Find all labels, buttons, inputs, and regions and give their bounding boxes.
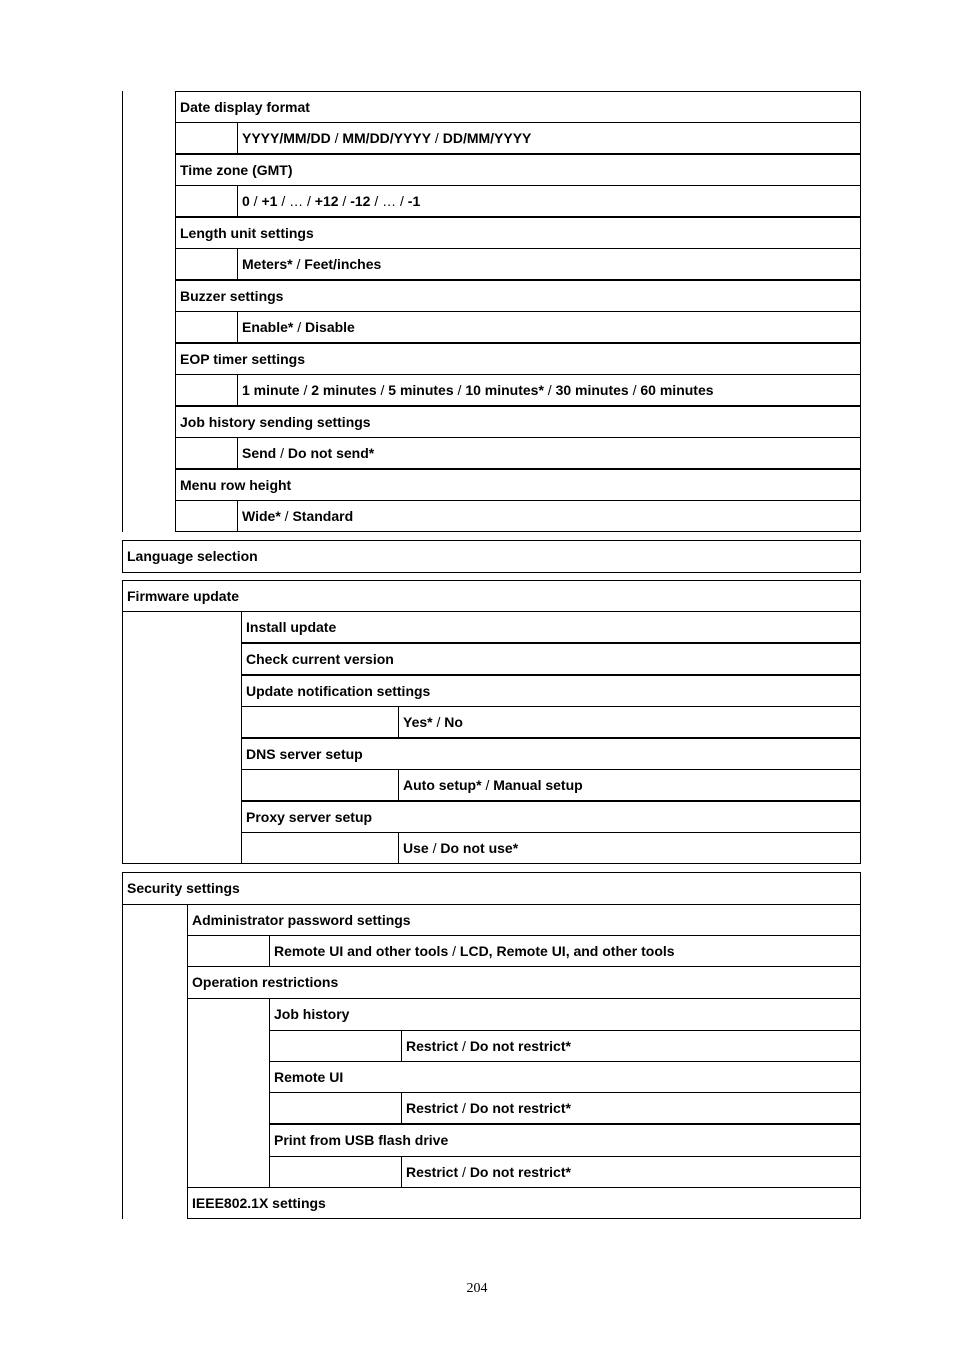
- menu-item-job-history: Job history: [269, 998, 861, 1031]
- option-value: 60 minutes: [640, 382, 714, 398]
- option-value: +12: [314, 193, 339, 209]
- menu-item-admin-password: Administrator password settings: [187, 904, 861, 936]
- option-value: 0: [242, 193, 250, 209]
- option-separator: /: [458, 1164, 470, 1180]
- option-separator: /: [338, 193, 351, 209]
- option-separator: /: [453, 382, 466, 398]
- option-separator: /: [543, 382, 556, 398]
- options-length-unit: [237, 248, 861, 280]
- menu-item-ieee8021x: IEEE802.1X settings: [187, 1187, 861, 1219]
- option-value: DD/MM/YYYY: [442, 130, 532, 146]
- option-value: Restrict: [406, 1164, 459, 1180]
- option-value: 1 minute: [242, 382, 300, 398]
- option-value: MM/DD/YYYY: [342, 130, 432, 146]
- options-admin-password: [269, 935, 861, 967]
- options-print-from-usb: [401, 1156, 861, 1188]
- menu-item-print-from-usb: Print from USB flash drive: [269, 1124, 861, 1157]
- indent-cell: [175, 500, 238, 532]
- option-separator: /: [396, 193, 408, 209]
- option-value: Yes*: [403, 714, 433, 730]
- option-separator: /: [293, 319, 306, 335]
- indent-cell: [269, 1092, 402, 1124]
- option-value: No: [444, 714, 463, 730]
- options-dns-server: [398, 769, 861, 801]
- option-value: Feet/inches: [304, 256, 382, 272]
- option-separator: /: [292, 256, 305, 272]
- menu-item-update-notification: Update notification settings: [241, 675, 861, 707]
- indent-cell: [175, 122, 238, 154]
- option-value: Do not send*: [287, 445, 375, 461]
- indent-cell: [175, 248, 238, 280]
- option-separator: /: [249, 193, 262, 209]
- option-value: Do not restrict*: [469, 1164, 571, 1180]
- option-separator: /: [628, 382, 641, 398]
- option-value: Send: [242, 445, 277, 461]
- menu-item-time-zone: Time zone (GMT): [175, 154, 861, 186]
- option-value: Restrict: [406, 1100, 459, 1116]
- options-date-display-format: [237, 122, 861, 154]
- page-number: 204: [466, 1281, 488, 1296]
- menu-item-date-display-format: Date display format: [175, 91, 861, 123]
- option-value: Use: [403, 840, 429, 856]
- indent-cell: [175, 185, 238, 217]
- menu-item-remote-ui: Remote UI: [269, 1061, 861, 1093]
- menu-item-check-current-version: Check current version: [241, 643, 861, 675]
- menu-item-job-history-sending: Job history sending settings: [175, 406, 861, 438]
- menu-item-proxy-server-setup: Proxy server setup: [241, 801, 861, 833]
- indent-cell: [269, 1156, 402, 1188]
- option-value: Enable*: [242, 319, 294, 335]
- indent-cell: [269, 1030, 402, 1062]
- options-menu-row-height: [237, 500, 861, 532]
- option-value: 2 minutes: [311, 382, 377, 398]
- option-separator: /: [303, 193, 315, 209]
- menu-item-length-unit: Length unit settings: [175, 217, 861, 249]
- indent-cell: [187, 998, 270, 1188]
- options-proxy-server: [398, 832, 861, 864]
- option-value: 10 minutes*: [465, 382, 544, 398]
- option-separator: /: [481, 777, 494, 793]
- option-separator: /: [277, 193, 290, 209]
- option-value: -1: [407, 193, 421, 209]
- option-value: Standard: [292, 508, 354, 524]
- indent-cell: [175, 437, 238, 469]
- indent-cell: [241, 769, 399, 801]
- options-job-history: [401, 1030, 861, 1062]
- option-value: Wide*: [242, 508, 281, 524]
- option-separator: /: [299, 382, 312, 398]
- option-separator: /: [370, 193, 383, 209]
- menu-item-eop-timer: EOP timer settings: [175, 343, 861, 375]
- indent-cell: [187, 935, 270, 967]
- menu-item-language-selection: Language selection: [122, 540, 861, 573]
- option-separator: /: [330, 130, 343, 146]
- option-value: YYYY/MM/DD: [242, 130, 331, 146]
- indent-cell: [241, 832, 399, 864]
- option-value: Disable: [305, 319, 355, 335]
- option-value: Manual setup: [493, 777, 583, 793]
- menu-item-buzzer: Buzzer settings: [175, 280, 861, 312]
- option-value: …: [289, 193, 304, 209]
- option-value: 5 minutes: [388, 382, 454, 398]
- option-value: 30 minutes: [555, 382, 629, 398]
- options-update-notification: [398, 706, 861, 738]
- indent-cell: [122, 611, 242, 864]
- indent-cell: [241, 706, 399, 738]
- option-separator: /: [458, 1038, 470, 1054]
- menu-item-dns-server-setup: DNS server setup: [241, 738, 861, 770]
- option-separator: /: [428, 840, 441, 856]
- section-left-border: [122, 91, 123, 532]
- option-separator: /: [448, 943, 460, 959]
- option-value: Restrict: [406, 1038, 459, 1054]
- option-separator: /: [432, 714, 445, 730]
- option-value: Remote UI and other tools: [274, 943, 449, 959]
- option-separator: /: [376, 382, 389, 398]
- menu-item-security-settings: Security settings: [122, 872, 861, 905]
- menu-item-install-update: Install update: [241, 611, 861, 643]
- options-job-history-sending: [237, 437, 861, 469]
- options-eop-timer: [237, 374, 861, 406]
- option-separator: /: [431, 130, 443, 146]
- option-value: Do not use*: [440, 840, 519, 856]
- options-remote-ui: [401, 1092, 861, 1124]
- option-separator: /: [458, 1100, 470, 1116]
- option-value: …: [382, 193, 397, 209]
- option-value: Auto setup*: [403, 777, 482, 793]
- option-value: -12: [350, 193, 371, 209]
- indent-cell: [175, 311, 238, 343]
- option-value: LCD, Remote UI, and other tools: [459, 943, 675, 959]
- options-buzzer: [237, 311, 861, 343]
- section-left-border: [122, 904, 123, 1219]
- option-value: Meters*: [242, 256, 293, 272]
- option-value: +1: [261, 193, 278, 209]
- option-value: Do not restrict*: [469, 1038, 571, 1054]
- options-time-zone: [237, 185, 861, 217]
- menu-item-menu-row-height: Menu row height: [175, 469, 861, 501]
- option-value: Do not restrict*: [469, 1100, 571, 1116]
- option-separator: /: [280, 508, 293, 524]
- menu-item-firmware-update: Firmware update: [122, 580, 861, 612]
- option-separator: /: [276, 445, 288, 461]
- indent-cell: [175, 374, 238, 406]
- menu-item-operation-restrictions: Operation restrictions: [187, 966, 861, 999]
